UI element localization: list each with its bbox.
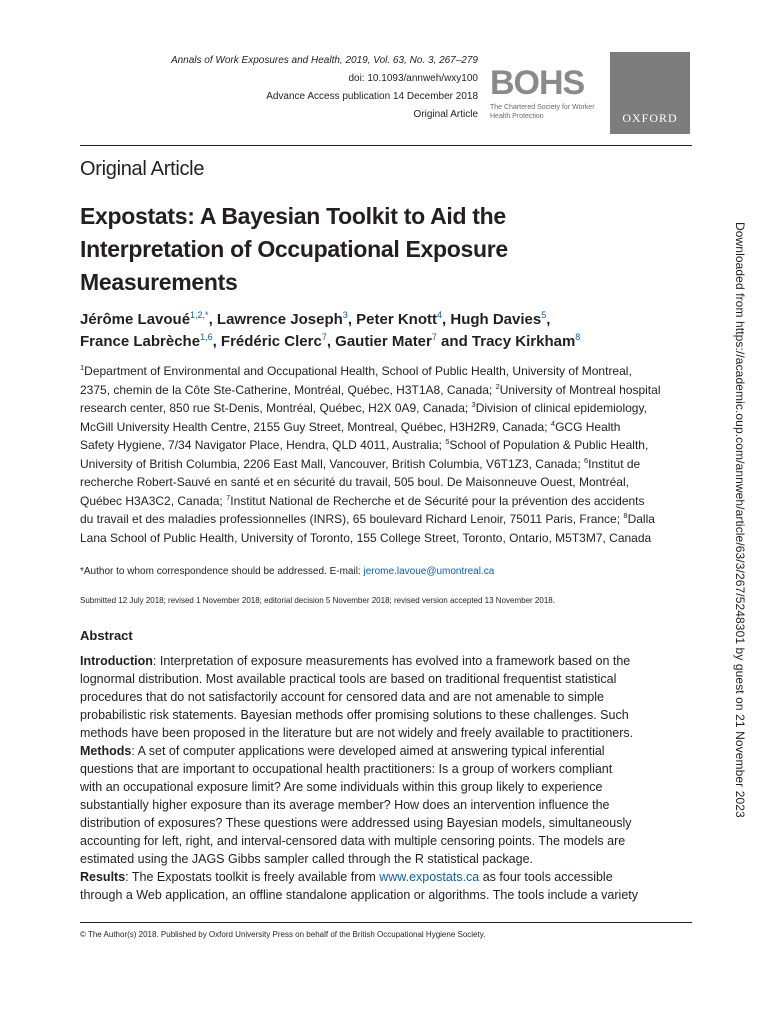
submission-history: Submitted 12 July 2018; revised 1 November 2018; editorial decision 5 November 2018; revised version accepted 13 November 2018. [80, 596, 555, 605]
affiliation-number: 8 [623, 511, 628, 520]
bohs-logo-mark: BOHS [490, 64, 585, 102]
author-separator: , [212, 333, 221, 350]
abstract-section-lead: Introduction [80, 654, 153, 668]
bohs-tagline: The Chartered Society for Worker Health Protection [490, 104, 595, 120]
abstract-body [80, 652, 695, 904]
abstract-line [80, 652, 695, 670]
abstract-line [80, 814, 695, 832]
author-separator: , [208, 311, 217, 328]
affiliation-text: Institut National de Recherche et de Sécurité pour la prévention des accidents [230, 493, 645, 508]
affiliation-number: 3 [471, 400, 476, 409]
abstract-line [80, 832, 695, 850]
oxford-logo [610, 52, 690, 134]
abstract-lines [80, 652, 695, 868]
footer-divider [80, 922, 692, 923]
correspondence-prefix: *Author to whom correspondence should be addressed. E-mail: [80, 566, 364, 577]
abstract-section-lead: Results [80, 870, 126, 884]
affiliation-line [80, 529, 695, 548]
author-list [80, 309, 680, 353]
abstract-line [80, 688, 695, 706]
journal-citation: Annals of Work Exposures and Health, 2019, Vol. 63, No. 3, 267–279 [170, 55, 478, 66]
affiliation-number: 7 [226, 492, 231, 502]
author-name[interactable]: Gautier Mater [335, 333, 432, 350]
author-separator: , [347, 311, 357, 328]
title-line: Measurements [80, 269, 238, 295]
affiliation-line [80, 436, 695, 455]
download-watermark: Downloaded from https://academic.oup.com/annweh/article/63/3/267/5248301 by guest on 21 November 2023 [733, 222, 747, 818]
abstract-heading: Abstract [80, 628, 133, 643]
abstract-line [80, 760, 695, 778]
abstract-text: probabilistic risk statements. Bayesian methods offer promising solutions to these challenges. Such [80, 708, 629, 722]
abstract-text: : The Expostats toolkit is freely available from [125, 870, 380, 884]
abstract-text: : Interpretation of exposure measurements has evolved into a framework based on the [152, 654, 631, 668]
title-line: Expostats: A Bayesian Toolkit to Aid the [80, 203, 506, 229]
abstract-line [80, 850, 695, 868]
author-name[interactable]: Lawrence Joseph [216, 311, 343, 328]
affiliation-line [80, 362, 695, 381]
copyright-notice: © The Author(s) 2018. Published by Oxford University Press on behalf of the British Occupational Hygiene Society. [80, 930, 486, 939]
affiliation-text: University of British Columbia, 2206 East Mall, Vancouver, British Columbia, V6T1Z3, Canada; [80, 456, 584, 471]
author-separator: and [436, 333, 472, 350]
affiliation-number: 2 [495, 381, 500, 391]
affiliation-line [80, 418, 695, 437]
author-name[interactable]: Hugh Davies [450, 311, 542, 328]
expostats-link[interactable]: www.expostats.ca [379, 870, 480, 884]
affiliation-text: GCG Health [555, 419, 621, 434]
abstract-text: accounting for left, right, and interval-censored data with multiple censoring points. The models are [80, 834, 626, 848]
affiliation-marker[interactable]: 3 [342, 310, 348, 320]
abstract-text: estimated using the JAGS Gibbs sampler called through the R statistical package. [80, 852, 534, 866]
doi[interactable]: doi: 10.1093/annweh/wxy100 [348, 73, 478, 84]
affiliation-text: McGill University Health Centre, 2155 Guy Street, Montreal, Québec, H3H2R9, Canada; [80, 419, 551, 434]
affiliation-marker[interactable]: 1,6 [200, 332, 213, 342]
abstract-line [80, 778, 695, 796]
publication-date: Advance Access publication 14 December 2018 [266, 91, 478, 102]
affiliation-marker[interactable]: 4 [437, 310, 443, 320]
affiliation-line [80, 492, 695, 511]
affiliation-text: University of Montreal hospital [499, 382, 661, 397]
author-name[interactable]: Frédéric Clerc [220, 333, 322, 350]
affiliation-text: recherche Robert-Sauvé en santé et en sécurité du travail, 505 boul. De Maisonneuve Ouest, Montréal, [80, 475, 629, 489]
correspondence-note [80, 566, 494, 577]
affiliation-line [80, 455, 695, 474]
abstract-line [80, 742, 695, 760]
abstract-line: through a Web application, an offline standalone application or algorithms. The tools include a variety [80, 888, 638, 902]
affiliation-number: 1 [80, 363, 85, 372]
affiliation-text: Institut de [588, 456, 641, 471]
affiliation-text: research center, 850 rue St-Denis, Montréal, Québec, H2X 0A9, Canada; [80, 401, 472, 415]
author-separator: , [326, 333, 336, 350]
affiliation-line [80, 473, 695, 492]
affiliation-line [80, 510, 695, 529]
abstract-text: : A set of computer applications were developed aimed at answering typical inferential [131, 744, 605, 758]
affiliation-line [80, 381, 695, 400]
author-name[interactable]: Peter Knott [356, 311, 437, 328]
abstract-text: substantially higher exposure than its average member? How does an intervention influence the [80, 798, 610, 812]
article-category: Original Article [413, 109, 478, 120]
abstract-text: as four tools accessible [479, 870, 613, 884]
abstract-text: questions that are important to occupational health practitioners: Is a group of workers compliant [80, 762, 613, 776]
abstract-text: methods have been proposed in the literature but are not widely and freely available to practitioners. [80, 726, 634, 740]
author-separator: , [546, 311, 551, 328]
journal-info [171, 52, 478, 124]
abstract-line [80, 796, 695, 814]
title-line: Interpretation of Occupational Exposure [80, 236, 508, 262]
affiliation-marker[interactable]: 1,2,* [190, 310, 209, 320]
article-title [80, 200, 640, 299]
abstract-section-lead: Methods [80, 744, 132, 758]
correspondence-email-link[interactable]: jerome.lavoue@umontreal.ca [363, 566, 495, 577]
affiliation-text: Department of Environmental and Occupational Health, School of Public Health, University of Montreal, [84, 364, 632, 378]
abstract-line [80, 868, 695, 886]
author-name[interactable]: Tracy Kirkham [471, 333, 576, 350]
affiliation-line [80, 399, 695, 418]
affiliation-text: du travail et des maladies professionnelles (INRS), 65 boulevard Richard Lenoir, 75011 Paris, France; [80, 512, 624, 526]
author-line [80, 331, 680, 353]
author-line [80, 309, 680, 331]
author-name[interactable]: France Labrèche [80, 333, 201, 350]
abstract-line [80, 724, 695, 742]
abstract-text: procedures that do not satisfactorily account for censored data and are not amenable to simple [80, 690, 604, 704]
abstract-text: distribution of exposures? These questions were addressed using Bayesian models, simultaneously [80, 816, 632, 830]
affiliations [80, 362, 695, 547]
bohs-logo [490, 66, 600, 124]
header-divider [80, 145, 692, 146]
affiliation-marker[interactable]: 7 [431, 332, 437, 342]
article-type: Original Article [80, 158, 205, 180]
affiliation-text: School of Population & Public Health, [449, 438, 649, 452]
abstract-line [80, 706, 695, 724]
affiliation-text: Lana School of Public Health, University of Toronto, 155 College Street, Toronto, Ontario, M5T3M7, Canada [80, 530, 652, 545]
affiliation-marker[interactable]: 7 [321, 332, 327, 342]
affiliation-number: 4 [550, 418, 556, 428]
abstract-line [80, 670, 695, 688]
affiliation-text: 2375, chemin de la Côte Ste-Catherine, Montréal, Québec, H3T1A8, Canada; [80, 382, 496, 397]
abstract-text: with an occupational exposure limit? Are some individuals within this group likely to experience [80, 780, 603, 794]
affiliation-marker[interactable]: 5 [541, 310, 547, 320]
affiliation-text: Québec H3A3C2, Canada; [80, 493, 227, 508]
oxford-logo-text: OXFORD [622, 111, 678, 125]
author-separator: , [442, 311, 451, 328]
affiliation-text: Safety Hygiene, 7/34 Navigator Place, Hendra, QLD 4011, Australia; [80, 438, 446, 452]
affiliation-marker[interactable]: 8 [575, 332, 581, 342]
affiliation-text: Dalla [627, 512, 655, 526]
author-name[interactable]: Jérôme Lavoué [80, 311, 191, 328]
affiliation-number: 5 [445, 437, 450, 446]
affiliation-text: Division of clinical epidemiology, [475, 401, 647, 415]
affiliation-number: 6 [584, 455, 589, 465]
abstract-text: lognormal distribution. Most available practical tools are based on traditional frequentist statistical [80, 672, 617, 686]
